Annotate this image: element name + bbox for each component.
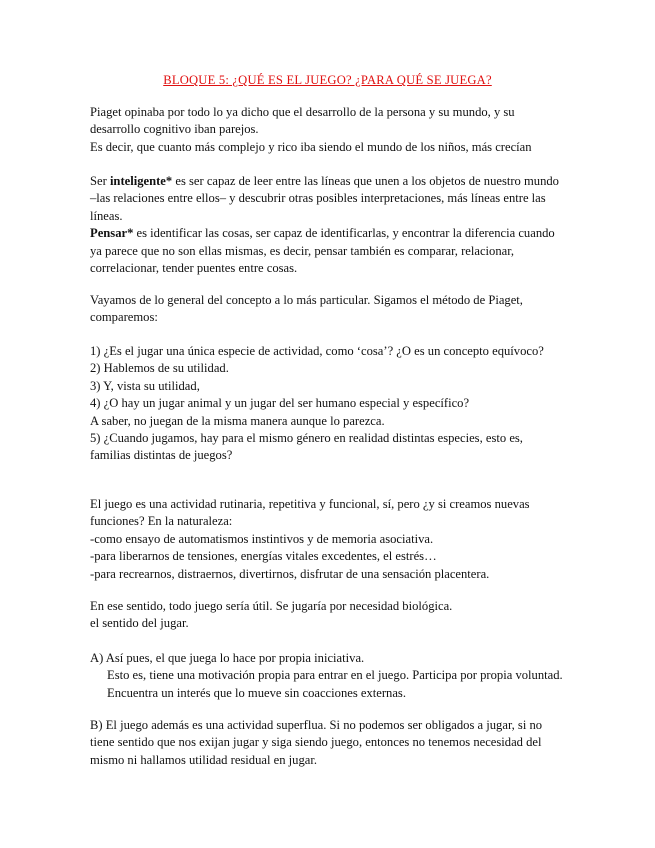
definition-text: es identificar las cosas, ser capaz de identificarlas, y encontrar la diferencia cuando ya parece que no son ellas mismas, es decir, pensar también es comparar, relacionar, correlacionar, tender puentes entre cosas. <box>90 226 555 276</box>
paragraph-line: el sentido del jugar. <box>90 616 189 631</box>
list-item: 5) ¿Cuando jugamos, hay para el mismo género en realidad distintas especies, esto es, familias distintas de juegos? <box>90 431 523 463</box>
list-item: 1) ¿Es el jugar una única especie de actividad, como ‘cosa’? ¿O es un concepto equívoco? <box>90 344 544 358</box>
paragraph-line: Esto es, tiene una motivación propia para entrar en el juego. Participa por propia voluntad. Encuentra un interés que lo mueve sin coacciones externas. <box>107 668 563 700</box>
list-item: -para recrearnos, distraernos, divertirnos, disfrutar de una sensación placentera. <box>90 566 490 581</box>
term-pensar: Pensar* <box>90 226 134 241</box>
paragraph-line: El juego es una actividad rutinaria, repetitiva y funcional, sí, pero ¿y si creamos nuevas funciones? En la naturaleza: <box>90 497 530 529</box>
paragraph-line: Piaget opinaba por todo lo ya dicho que el desarrollo de la persona y su mundo, y su desarrollo cognitivo iban parejos. <box>90 105 515 137</box>
paragraph-a <box>90 650 565 702</box>
paragraph-line: En ese sentido, todo juego sería útil. Se jugaría por necesidad biológica. <box>90 599 453 613</box>
list-item: 4) ¿O hay un jugar animal y un jugar del ser humano especial y específico? <box>90 396 470 411</box>
list-item: -como ensayo de automatismos instintivos y de memoria asociativa. <box>90 531 434 546</box>
paragraph-b <box>90 717 565 769</box>
definition-inteligente <box>90 173 565 225</box>
question-list <box>90 343 565 465</box>
text-intro: Ser <box>90 174 110 188</box>
paragraph-definitions <box>90 173 565 277</box>
paragraph-sentido <box>90 598 565 633</box>
paragraph-method <box>90 292 565 327</box>
definition-pensar <box>90 225 565 277</box>
paragraph-line: Es decir, que cuanto más complejo y rico iba siendo el mundo de los niños, más crecían <box>90 139 532 154</box>
definition-text: es ser capaz de leer entre las líneas que unen a los objetos de nuestro mundo –las relaciones entre ellos– y descubrir otras posibles interpretaciones, más líneas entre las líneas. <box>90 174 559 223</box>
list-item: -para liberarnos de tensiones, energías vitales excedentes, el estrés… <box>90 549 437 564</box>
page-title: BLOQUE 5: ¿QUÉ ES EL JUEGO? ¿PARA QUÉ SE JUEGA? <box>163 73 492 87</box>
paragraph-line: B) El juego además es una actividad superflua. Si no podemos ser obligados a jugar, si no tiene sentido que nos exijan jugar y siga siendo juego, entonces no tenemos necesidad del mismo ni hallamos utilidad residual en jugar. <box>90 718 543 767</box>
paragraph-line: Vayamos de lo general del concepto a lo más particular. Sigamos el método de Piaget, comparemos: <box>90 293 523 325</box>
list-item: A saber, no juegan de la misma manera aunque lo parezca. <box>90 413 385 428</box>
paragraph-juego-funciones <box>90 496 565 583</box>
paragraph-piaget <box>90 104 565 156</box>
term-inteligente: inteligente* <box>109 174 173 188</box>
list-item: 3) Y, vista su utilidad, <box>90 378 200 393</box>
paragraph-line: A) Así pues, el que juega lo hace por propia iniciativa. <box>90 651 365 665</box>
list-item: 2) Hablemos de su utilidad. <box>90 361 229 376</box>
